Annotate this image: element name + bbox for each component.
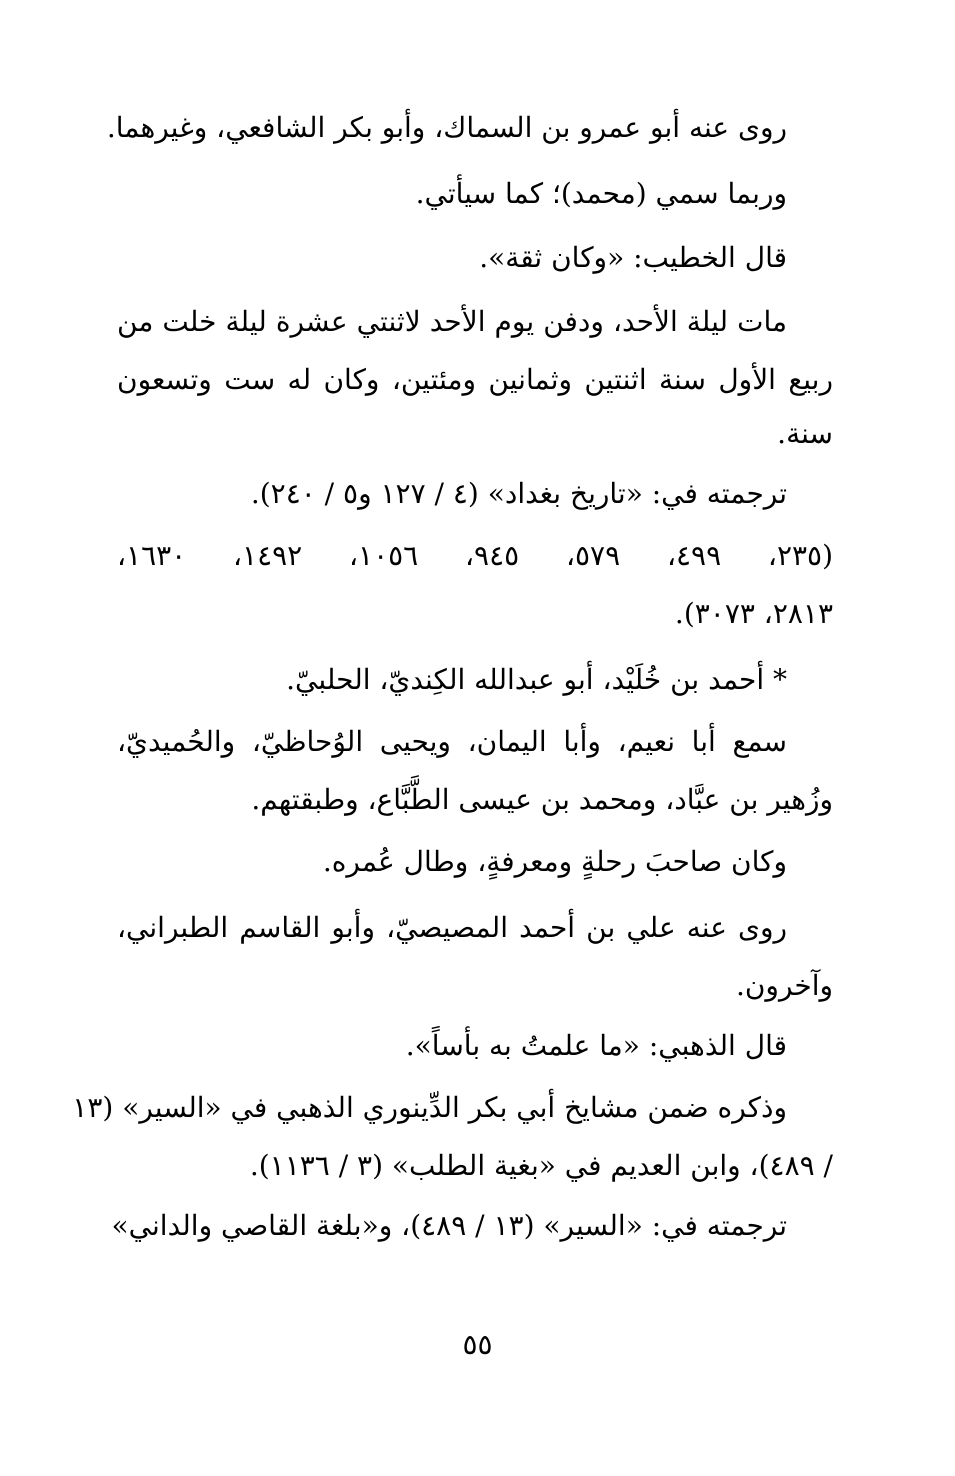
text-line-5: ربيع الأول سنة اثنتين وثمانين ومئتين، وكان له ست وتسعون (117, 363, 833, 396)
page-refs-line-2: ٢٨١٣، ٣٠٧٣). (674, 597, 833, 630)
text-line-2: وربما سمي (محمد)؛ كما سيأتي. (415, 177, 787, 210)
text-line-17: وذكره ضمن مشايخ أبي بكر الدِّينوري الذهبي في «السير» (١٣ (72, 1091, 787, 1124)
text-line-6: سنة. (777, 417, 833, 450)
text-line-13: وكان صاحبَ رحلةٍ ومعرفةٍ، وطال عُمره. (322, 845, 787, 878)
entry-heading: * أحمد بن خُلَيْد، أبو عبدالله الكِنديّ، الحلبيّ. (286, 663, 787, 696)
text-line-12: وزُهير بن عبَّاد، ومحمد بن عيسى الطَّبَّاع، وطبقتهم. (251, 783, 833, 816)
reference-line: ترجمته في: «تاريخ بغداد» (٤ / ١٢٧ و٥ / ٢٤٠). (250, 477, 787, 510)
text-line-3: قال الخطيب: «وكان ثقة». (479, 241, 787, 274)
page-number: ٥٥ (462, 1328, 493, 1361)
text-line-14: روى عنه علي بن أحمد المصيصيّ، وأبو القاسم الطبراني، (117, 911, 787, 944)
text-line-15: وآخرون. (735, 969, 833, 1002)
text-line-19: ترجمته في: «السير» (١٣ / ٤٨٩)، و«بلغة القاصي والداني» (111, 1209, 787, 1242)
text-line-16: قال الذهبي: «ما علمتُ به بأساً». (405, 1029, 787, 1062)
text-line-4: مات ليلة الأحد، ودفن يوم الأحد لاثنتي عشرة ليلة خلت من (117, 305, 787, 338)
page-refs-line-1: (٢٣٥، ٤٩٩، ٥٧٩، ٩٤٥، ١٠٥٦، ١٤٩٢، ١٦٣٠، (117, 539, 834, 572)
text-line-11: سمع أبا نعيم، وأبا اليمان، ويحيى الوُحاظيّ، والحُميديّ، (117, 725, 787, 758)
text-line-18: / ٤٨٩)، وابن العديم في «بغية الطلب» (٣ / ١١٣٦). (249, 1149, 833, 1182)
text-line-1: روى عنه أبو عمرو بن السماك، وأبو بكر الشافعي، وغيرهما. (106, 111, 787, 144)
